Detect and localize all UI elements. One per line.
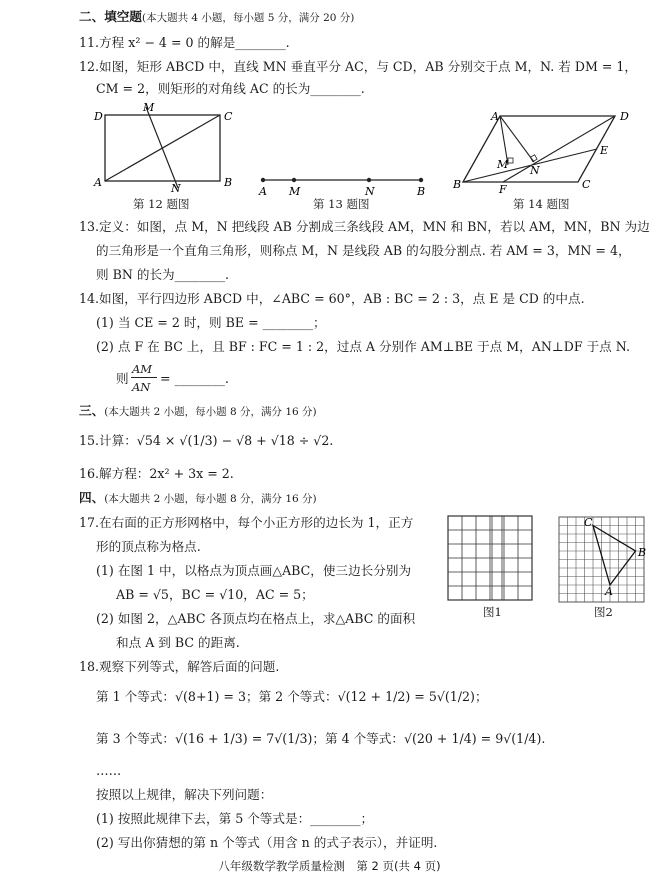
grid-caption-2: 图2 [594, 605, 613, 619]
question-18-ellipsis: …… [96, 763, 122, 778]
fraction-denominator: AN [132, 380, 151, 394]
question-17-part1: (1) 在图 1 中，以格点为顶点画△ABC，使三边长分别为 [96, 563, 412, 578]
grid-2-lines [559, 517, 647, 602]
label-a: A [491, 110, 499, 123]
label-c: C [582, 178, 591, 191]
caption-14: 第 14 题图 [513, 197, 570, 211]
label-m: M [497, 158, 509, 171]
question-13-line1: 13.定义：如图，点 M，N 把线段 AB 分割成三条线段 AM，MN 和 BN，若以 AM，MN，BN 为边 [79, 219, 650, 234]
question-17-line1: 17.在右面的正方形网格中，每个小正方形的边长为 1，正方 [79, 515, 414, 530]
question-18-part1: (1) 按照此规律下去，第 5 个等式是：________； [96, 811, 374, 826]
label-b: B [224, 176, 233, 189]
question-18-equations-3-4: 第 3 个等式：√(16 + 1/3) = 7√(1/3)；第 4 个等式：√(20 + 1/4) = 9√(1/4). [96, 731, 546, 746]
label-c: C [584, 516, 593, 529]
section-3-title: 三、 [79, 403, 105, 418]
caption-12: 第 12 题图 [133, 197, 190, 211]
question-18-instructions: 按照以上规律，解决下列问题： [96, 787, 273, 802]
question-11: 11.方程 x² − 4 = 0 的解是________. [79, 35, 290, 50]
label-d: D [94, 110, 103, 123]
label-b: B [638, 546, 647, 559]
label-c: C [224, 110, 233, 123]
label-m: M [289, 185, 301, 198]
question-13-line2: 的三角形是一个直角三角形，则称点 M，N 是线段 AB 的勾股分割点. 若 AM = 3，MN = 4， [96, 243, 631, 258]
question-17-line2: 形的顶点称为格点. [96, 539, 201, 554]
label-a: A [259, 185, 267, 198]
section-2-note: (本大题共 4 小题，每小题 5 分，满分 20 分) [141, 12, 355, 24]
question-14-part2: (2) 点 F 在 BC 上，且 BF : FC = 1 : 2，过点 A 分别作 AM⊥BE 于点 M，AN⊥DF 于点 N. [96, 339, 630, 354]
question-12-line2: CM = 2，则矩形的对角线 AC 的长为________. [96, 81, 365, 96]
label-e: E [600, 144, 609, 157]
label-a: A [605, 585, 613, 598]
label-a: A [94, 176, 102, 189]
page-footer: 八年级数学教学质量检测 第 2 页(共 4 页) [218, 859, 441, 873]
grid-caption-1: 图1 [483, 605, 502, 619]
label-b: B [417, 185, 426, 198]
section-2-title: 二、填空题 [79, 9, 142, 24]
label-n: N [171, 182, 181, 195]
ratio-answer-blank: = ________. [160, 371, 229, 386]
question-15: 15.计算：√54 × √(1/3) − √8 + √18 ÷ √2. [79, 433, 334, 448]
question-17-part2-cont: 和点 A 到 BC 的距离. [116, 635, 240, 650]
label-f: F [499, 183, 507, 196]
question-18-line1: 18.观察下列等式，解答后面的问题. [79, 659, 280, 674]
caption-13: 第 13 题图 [313, 197, 370, 211]
question-16: 16.解方程：2x² + 3x = 2. [79, 466, 234, 481]
question-14-part1: (1) 当 CE = 2 时，则 BE = ________； [96, 315, 326, 330]
question-17-part2: (2) 如图 2，△ABC 各顶点均在格点上，求△ABC 的面积 [96, 611, 416, 626]
label-b: B [453, 178, 462, 191]
question-18-equations-1-2: 第 1 个等式：√(8+1) = 3；第 2 个等式：√(12 + 1/2) = 5√(1/2)； [96, 689, 488, 704]
question-14-line1: 14.如图，平行四边形 ABCD 中，∠ABC = 60°，AB : BC = 2 : 3，点 E 是 CD 的中点. [79, 291, 585, 306]
question-12-line1: 12.如图，矩形 ABCD 中，直线 MN 垂直平分 AC，与 CD，AB 分别交于点 M，N. 若 DM = 1， [79, 59, 638, 74]
section-4-note: (本大题共 2 小题，每小题 8 分，满分 16 分) [104, 493, 317, 505]
section-3-note: (本大题共 2 小题，每小题 8 分，满分 16 分) [104, 406, 317, 418]
triangle-abc [593, 526, 636, 586]
question-18-part2: (2) 写出你猜想的第 n 个等式（用含 n 的式子表示），并证明. [96, 835, 438, 850]
label-n: N [530, 164, 540, 177]
section-4-title: 四、 [79, 490, 105, 505]
label-n: N [365, 185, 375, 198]
label-m: M [143, 101, 155, 114]
question-17-part1-lengths: AB = √5，BC = √10，AC = 5； [116, 587, 314, 602]
label-d: D [620, 110, 629, 123]
question-13-line3: 则 BN 的长为________. [96, 267, 230, 282]
ratio-prefix: 则 [116, 371, 129, 386]
fraction-numerator: AM [132, 362, 153, 376]
